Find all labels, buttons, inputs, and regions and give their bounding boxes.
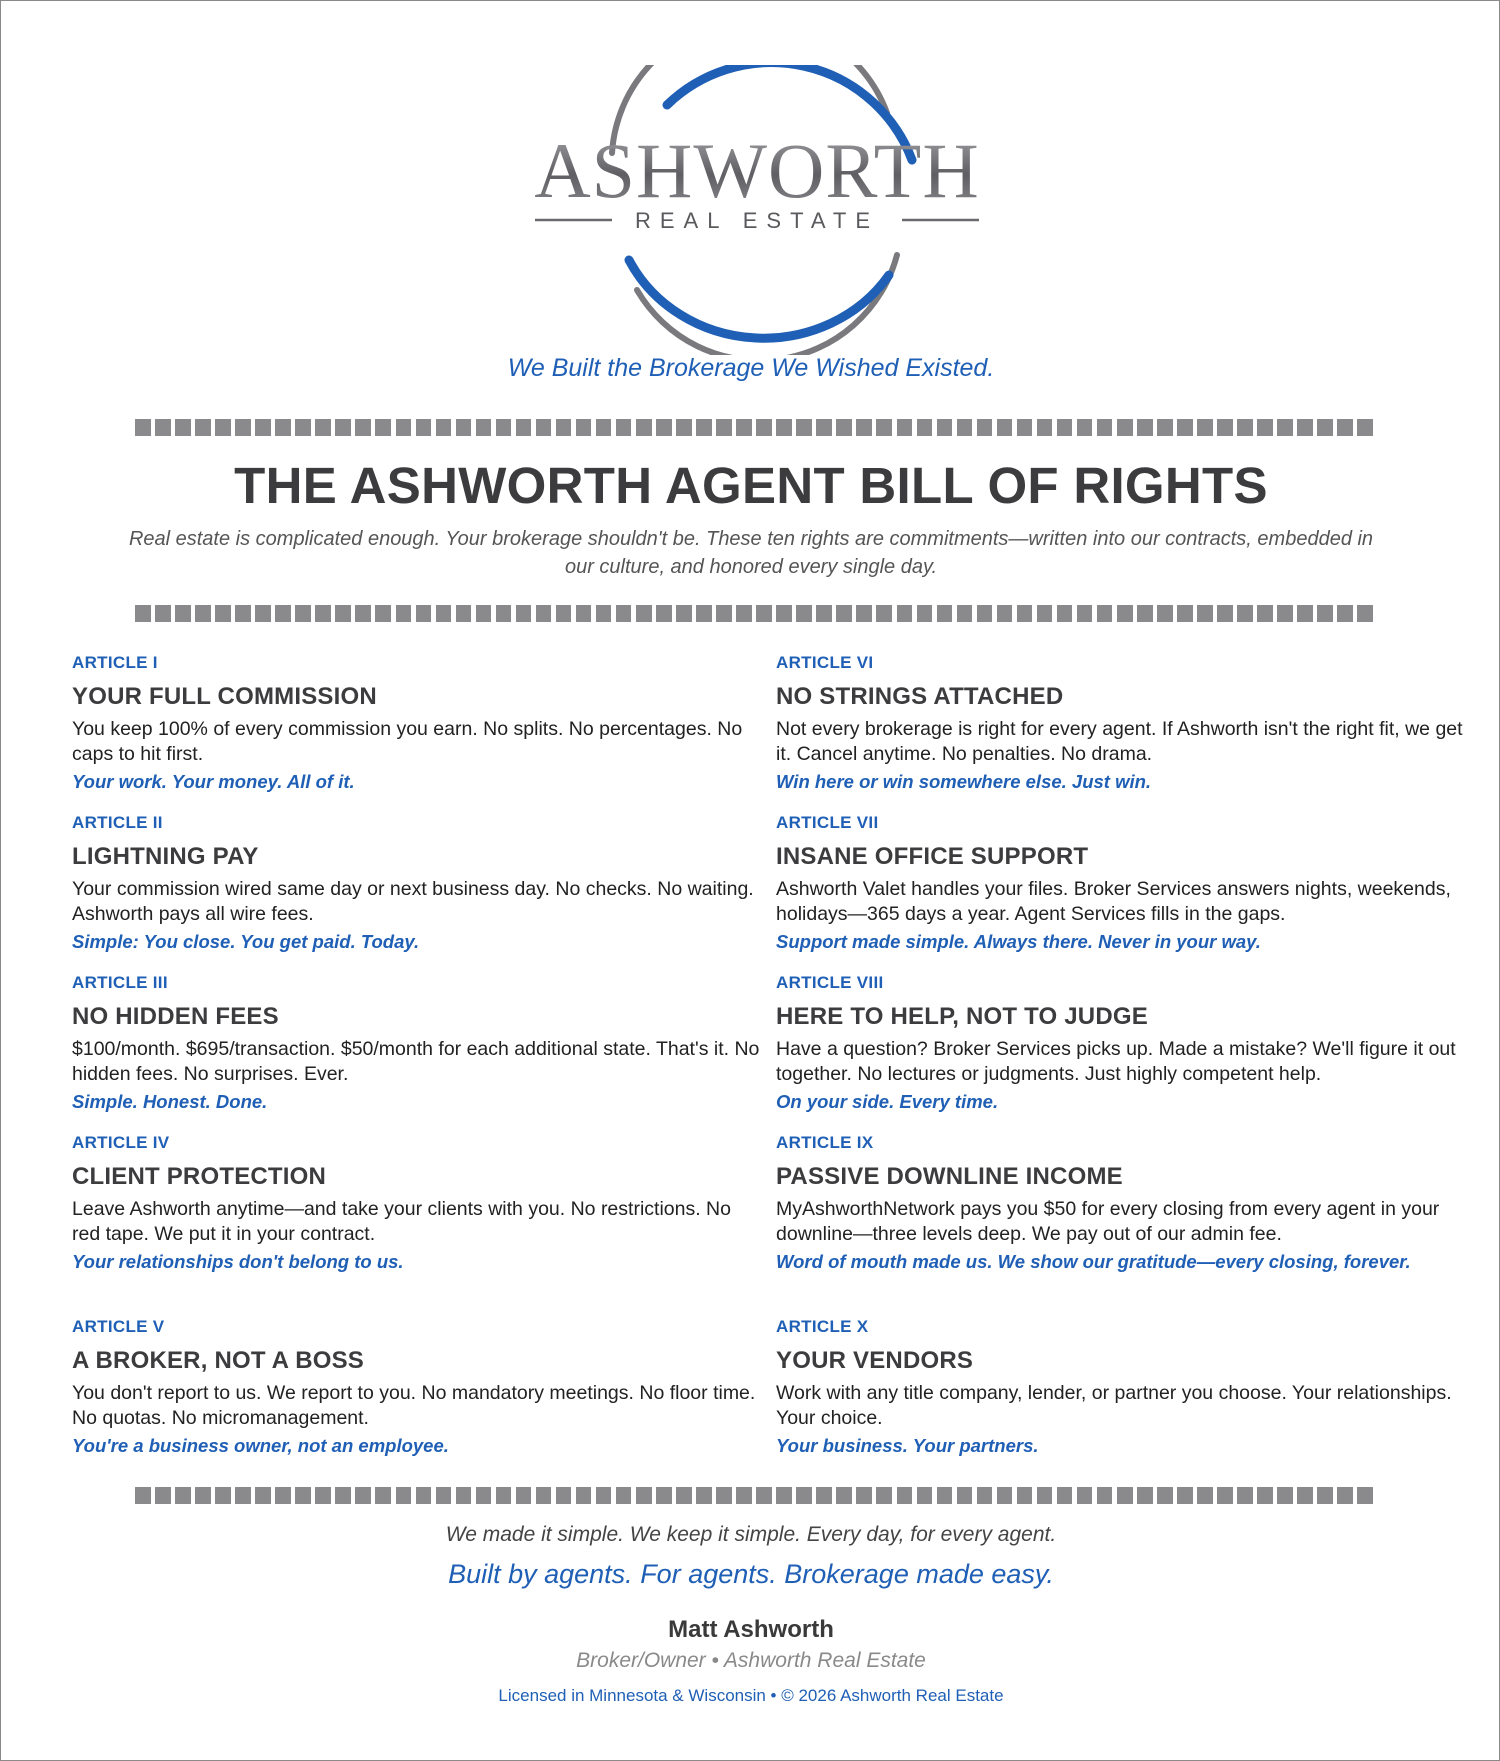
divider-segment [275, 419, 291, 436]
ashworth-logo [517, 65, 997, 355]
divider-segment [616, 1487, 632, 1504]
article-5 [72, 1317, 762, 1458]
divider-segment [716, 1487, 732, 1504]
divider-segment [456, 1487, 472, 1504]
article-number: ARTICLE II [72, 813, 163, 832]
brand-tagline: We Built the Brokerage We Wished Existed. [507, 354, 995, 382]
legal-line: Licensed in Minnesota & Wisconsin • © 2026 Ashworth Real Estate [498, 1686, 1004, 1705]
divider-segment [616, 605, 632, 622]
divider-segment [1117, 605, 1133, 622]
divider-segment [1197, 605, 1213, 622]
divider-segment [375, 419, 391, 436]
divider-segment [396, 419, 412, 436]
divider-segment [1037, 605, 1053, 622]
divider-segment [335, 605, 351, 622]
article-title: NO STRINGS ATTACHED [776, 683, 1064, 710]
divider-segment [1357, 419, 1373, 436]
divider-segment [496, 605, 512, 622]
divider-segment [135, 419, 151, 436]
divider-segment [917, 605, 933, 622]
divider-segment [496, 1487, 512, 1504]
article-title: NO HIDDEN FEES [72, 1003, 279, 1030]
divider-segment [816, 1487, 832, 1504]
article-body: $100/month. $695/transaction. $50/month for each additional state. That's it. No hidden fees. No surprises. Ever. [72, 1038, 760, 1085]
divider-segment [957, 419, 973, 436]
article-tagline: Simple: You close. You get paid. Today. [72, 931, 420, 952]
divider-segment [1237, 605, 1253, 622]
divider-segment [977, 419, 993, 436]
divider-segment [656, 605, 672, 622]
divider-segment [616, 419, 632, 436]
divider-segment [997, 605, 1013, 622]
divider-segment [1237, 419, 1253, 436]
divider-segment [1017, 1487, 1033, 1504]
article-body: You keep 100% of every commission you earn. No splits. No percentages. No caps to hit first. [72, 718, 743, 765]
article-title: CLIENT PROTECTION [72, 1163, 327, 1190]
divider-segment [1297, 605, 1313, 622]
divider-segment [235, 419, 251, 436]
divider-segment [556, 605, 572, 622]
divider-segment [335, 419, 351, 436]
divider-segment [295, 1487, 311, 1504]
divider-top [135, 419, 1373, 436]
divider-segment [676, 605, 692, 622]
divider-segment [957, 605, 973, 622]
divider-segment [135, 605, 151, 622]
divider-segment [396, 1487, 412, 1504]
divider-segment [576, 1487, 592, 1504]
divider-segment [1257, 605, 1273, 622]
divider-segment [656, 1487, 672, 1504]
divider-segment [1257, 419, 1273, 436]
article-tagline: On your side. Every time. [776, 1091, 999, 1112]
divider-segment [155, 1487, 171, 1504]
divider-segment [596, 605, 612, 622]
divider-segment [215, 419, 231, 436]
divider-segment [1157, 605, 1173, 622]
divider-segment [476, 419, 492, 436]
divider-segment [1077, 419, 1093, 436]
article-title: INSANE OFFICE SUPPORT [776, 843, 1089, 870]
article-number: ARTICLE VII [776, 813, 879, 832]
divider-segment [536, 419, 552, 436]
divider-segment [556, 1487, 572, 1504]
article-number: ARTICLE X [776, 1317, 869, 1336]
divider-segment [436, 1487, 452, 1504]
article-body: Ashworth Valet handles your files. Broker Services answers nights, weekends, holidays—365 days a year. Agent Services fills in the gaps. [776, 878, 1451, 925]
article-9 [776, 1133, 1466, 1274]
divider-segment [436, 419, 452, 436]
divider-segment [295, 605, 311, 622]
divider-segment [175, 1487, 191, 1504]
divider-segment [195, 1487, 211, 1504]
divider-segment [1137, 419, 1153, 436]
divider-segment [897, 1487, 913, 1504]
article-number: ARTICLE V [72, 1317, 165, 1336]
divider-segment [375, 605, 391, 622]
divider-segment [1317, 419, 1333, 436]
divider-segment [1077, 605, 1093, 622]
divider-segment [836, 419, 852, 436]
divider-segment [816, 605, 832, 622]
divider-segment [1017, 419, 1033, 436]
article-title: PASSIVE DOWNLINE INCOME [776, 1163, 1123, 1190]
article-body: Have a question? Broker Services picks up. Made a mistake? We'll figure it out together. No lectures or judgments. Just highly competent help. [776, 1038, 1456, 1085]
divider-segment [897, 419, 913, 436]
divider-segment [876, 1487, 892, 1504]
page-title: THE ASHWORTH AGENT BILL OF RIGHTS [234, 457, 1268, 514]
divider-segment [1277, 605, 1293, 622]
divider-segment [1337, 419, 1353, 436]
divider-segment [295, 419, 311, 436]
divider-segment [1317, 605, 1333, 622]
divider-segment [596, 419, 612, 436]
divider-segment [1117, 1487, 1133, 1504]
divider-segment [576, 419, 592, 436]
divider-segment [997, 419, 1013, 436]
closing-slogan: Built by agents. For agents. Brokerage made easy. [448, 1559, 1054, 1589]
divider-segment [1177, 1487, 1193, 1504]
article-title: A BROKER, NOT A BOSS [72, 1347, 365, 1374]
divider-segment [1217, 605, 1233, 622]
divider-segment [596, 1487, 612, 1504]
divider-segment [1337, 1487, 1353, 1504]
divider-segment [776, 1487, 792, 1504]
divider-segment [937, 419, 953, 436]
divider-segment [275, 605, 291, 622]
divider-segment [476, 1487, 492, 1504]
divider-segment [456, 419, 472, 436]
article-title: LIGHTNING PAY [72, 843, 259, 870]
divider-segment [375, 1487, 391, 1504]
divider-segment [255, 1487, 271, 1504]
divider-segment [1017, 605, 1033, 622]
divider-segment [1037, 419, 1053, 436]
article-tagline: Support made simple. Always there. Never in your way. [776, 931, 1261, 952]
article-tagline: Win here or win somewhere else. Just win. [776, 771, 1152, 792]
divider-segment [235, 1487, 251, 1504]
article-tagline: Your work. Your money. All of it. [72, 771, 355, 792]
divider-segment [1217, 1487, 1233, 1504]
divider-segment [736, 1487, 752, 1504]
divider-segment [636, 605, 652, 622]
divider-segment [937, 605, 953, 622]
divider-segment [576, 605, 592, 622]
article-tagline: You're a business owner, not an employee. [72, 1435, 449, 1456]
divider-segment [1097, 605, 1113, 622]
divider-segment [215, 605, 231, 622]
divider-segment [1137, 605, 1153, 622]
article-number: ARTICLE IV [72, 1133, 170, 1152]
signature-name: Matt Ashworth [668, 1616, 834, 1643]
divider-segment [1297, 1487, 1313, 1504]
divider-segment [696, 1487, 712, 1504]
divider-segment [355, 419, 371, 436]
article-title: YOUR FULL COMMISSION [72, 683, 377, 710]
divider-segment [175, 605, 191, 622]
article-number: ARTICLE I [72, 653, 158, 672]
divider-segment [215, 1487, 231, 1504]
article-body: You don't report to us. We report to you. No mandatory meetings. No floor time. No quotas. No micromanagement. [72, 1382, 756, 1429]
divider-segment [656, 419, 672, 436]
divider-segment [676, 419, 692, 436]
article-number: ARTICLE VIII [776, 973, 884, 992]
divider-segment [1077, 1487, 1093, 1504]
divider-segment [1037, 1487, 1053, 1504]
article-number: ARTICLE III [72, 973, 168, 992]
divider-segment [856, 605, 872, 622]
divider-segment [756, 419, 772, 436]
divider-segment [416, 605, 432, 622]
divider-bottom [135, 1487, 1373, 1504]
divider-segment [1097, 419, 1113, 436]
article-4 [72, 1133, 762, 1274]
divider-segment [977, 1487, 993, 1504]
divider-segment [1057, 419, 1073, 436]
divider-segment [476, 605, 492, 622]
divider-segment [816, 419, 832, 436]
article-body: Your commission wired same day or next business day. No checks. No waiting. Ashworth pays all wire fees. [72, 878, 754, 925]
divider-segment [977, 605, 993, 622]
article-tagline: Your relationships don't belong to us. [72, 1251, 404, 1272]
divider-segment [1157, 419, 1173, 436]
divider-segment [396, 605, 412, 622]
divider-segment [1337, 605, 1353, 622]
divider-middle [135, 605, 1373, 622]
divider-segment [917, 419, 933, 436]
divider-segment [696, 419, 712, 436]
divider-segment [856, 419, 872, 436]
divider-segment [1177, 419, 1193, 436]
divider-segment [275, 1487, 291, 1504]
divider-segment [335, 1487, 351, 1504]
divider-segment [796, 1487, 812, 1504]
divider-segment [1357, 605, 1373, 622]
divider-segment [556, 419, 572, 436]
divider-segment [135, 1487, 151, 1504]
divider-segment [416, 1487, 432, 1504]
divider-segment [716, 419, 732, 436]
divider-segment [997, 1487, 1013, 1504]
divider-segment [636, 1487, 652, 1504]
divider-segment [355, 1487, 371, 1504]
divider-segment [1057, 1487, 1073, 1504]
article-number: ARTICLE VI [776, 653, 874, 672]
article-8 [776, 973, 1466, 1114]
divider-segment [736, 605, 752, 622]
divider-segment [856, 1487, 872, 1504]
divider-segment [355, 605, 371, 622]
article-tagline: Word of mouth made us. We show our gratitude—every closing, forever. [776, 1251, 1411, 1272]
article-body: MyAshworthNetwork pays you $50 for every closing from every agent in your downline—three levels deep. We pay out of our admin fee. [776, 1198, 1440, 1245]
divider-segment [155, 419, 171, 436]
divider-segment [516, 1487, 532, 1504]
divider-segment [756, 605, 772, 622]
divider-segment [315, 419, 331, 436]
article-body: Not every brokerage is right for every agent. If Ashworth isn't the right fit, we get it. Cancel anytime. No penalties. No drama. [776, 718, 1463, 765]
divider-segment [636, 419, 652, 436]
signature-role: Broker/Owner • Ashworth Real Estate [576, 1649, 926, 1672]
divider-segment [1177, 605, 1193, 622]
divider-segment [1317, 1487, 1333, 1504]
article-tagline: Your business. Your partners. [776, 1435, 1039, 1456]
divider-segment [1197, 419, 1213, 436]
divider-segment [1257, 1487, 1273, 1504]
divider-segment [195, 605, 211, 622]
article-tagline: Simple. Honest. Done. [72, 1091, 268, 1112]
article-number: ARTICLE IX [776, 1133, 874, 1152]
divider-segment [957, 1487, 973, 1504]
divider-segment [776, 419, 792, 436]
divider-segment [315, 605, 331, 622]
article-3 [72, 973, 762, 1114]
divider-segment [1357, 1487, 1373, 1504]
divider-segment [776, 605, 792, 622]
divider-segment [1097, 1487, 1113, 1504]
article-2 [72, 813, 762, 954]
article-7 [776, 813, 1466, 954]
divider-segment [516, 605, 532, 622]
intro-text: Real estate is complicated enough. Your brokerage shouldn't be. These ten rights are commitments—written into our contracts, embedded in our culture, and honored every single day. [128, 528, 1374, 578]
divider-segment [716, 605, 732, 622]
article-1 [72, 653, 762, 794]
divider-segment [897, 605, 913, 622]
divider-segment [1297, 419, 1313, 436]
divider-segment [1197, 1487, 1213, 1504]
article-body: Work with any title company, lender, or partner you choose. Your relationships. Your choice. [776, 1382, 1452, 1429]
article-title: YOUR VENDORS [776, 1347, 974, 1374]
divider-segment [496, 419, 512, 436]
divider-segment [1057, 605, 1073, 622]
divider-segment [1237, 1487, 1253, 1504]
brand-name: ASHWORTH [534, 127, 980, 214]
divider-segment [536, 1487, 552, 1504]
article-body: Leave Ashworth anytime—and take your clients with you. No restrictions. No red tape. We put it in your contract. [72, 1198, 731, 1245]
divider-segment [1277, 419, 1293, 436]
divider-segment [255, 605, 271, 622]
divider-segment [155, 605, 171, 622]
divider-segment [1117, 419, 1133, 436]
divider-segment [836, 605, 852, 622]
divider-segment [1137, 1487, 1153, 1504]
divider-segment [756, 1487, 772, 1504]
divider-segment [516, 419, 532, 436]
divider-segment [436, 605, 452, 622]
article-title: HERE TO HELP, NOT TO JUDGE [776, 1003, 1148, 1030]
brand-subtitle: REAL ESTATE [634, 208, 880, 233]
divider-segment [1217, 419, 1233, 436]
divider-segment [917, 1487, 933, 1504]
divider-segment [836, 1487, 852, 1504]
closing-statement: We made it simple. We keep it simple. Every day, for every agent. [445, 1523, 1057, 1546]
article-10 [776, 1317, 1466, 1458]
divider-segment [736, 419, 752, 436]
divider-segment [676, 1487, 692, 1504]
divider-segment [175, 419, 191, 436]
divider-segment [315, 1487, 331, 1504]
divider-segment [195, 419, 211, 436]
divider-segment [696, 605, 712, 622]
divider-segment [876, 605, 892, 622]
divider-segment [416, 419, 432, 436]
article-6 [776, 653, 1466, 794]
divider-segment [876, 419, 892, 436]
divider-segment [536, 605, 552, 622]
divider-segment [796, 605, 812, 622]
divider-segment [1277, 1487, 1293, 1504]
divider-segment [235, 605, 251, 622]
divider-segment [1157, 1487, 1173, 1504]
divider-segment [456, 605, 472, 622]
divider-segment [937, 1487, 953, 1504]
divider-segment [255, 419, 271, 436]
divider-segment [796, 419, 812, 436]
